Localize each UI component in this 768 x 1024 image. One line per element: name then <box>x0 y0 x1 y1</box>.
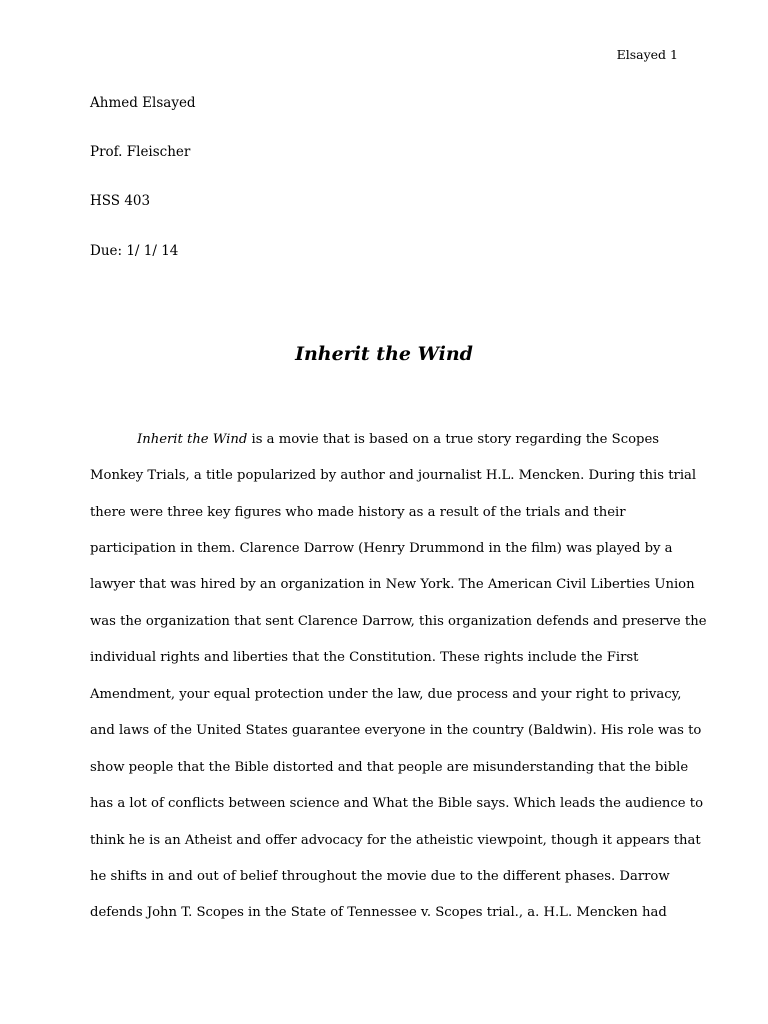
due-date: Due: 1/ 1/ 14 <box>90 243 179 259</box>
body-line: participation in them. Clarence Darrow (Henry Drummond in the film) was played by a <box>90 541 673 556</box>
body-line: lawyer that was hired by an organization in New York. The American Civil Liberties Union <box>90 577 695 592</box>
body-line: defends John T. Scopes in the State of Tennessee v. Scopes trial., a. H.L. Mencken had <box>90 905 667 920</box>
body-line: has a lot of conflicts between science and What the Bible says. Which leads the audience to <box>90 796 704 811</box>
body-line: Monkey Trials, a title popularized by author and journalist H.L. Mencken. During this trial <box>90 468 697 483</box>
body-line: he shifts in and out of belief throughout the movie due to the different phases. Darrow <box>90 869 670 884</box>
professor-name: Prof. Fleischer <box>90 144 191 160</box>
film-title-italic: Inherit the Wind <box>137 432 248 447</box>
running-head: Elsayed 1 <box>616 47 678 62</box>
course-code: HSS 403 <box>90 193 151 209</box>
essay-title: Inherit the Wind <box>295 343 473 365</box>
body-line: Amendment, your equal protection under the law, due process and your right to privacy, <box>90 687 682 702</box>
body-line: there were three key figures who made history as a result of the trials and their <box>90 505 626 520</box>
body-line: and laws of the United States guarantee everyone in the country (Baldwin). His role was to <box>90 723 702 738</box>
author-name: Ahmed Elsayed <box>90 95 196 111</box>
body-line: think he is an Atheist and offer advocacy for the atheistic viewpoint, though it appears that <box>90 833 701 848</box>
body-line: individual rights and liberties that the Constitution. These rights include the First <box>90 650 639 665</box>
body-line: was the organization that sent Clarence Darrow, this organization defends and preserve the <box>90 614 707 629</box>
body-line: show people that the Bible distorted and that people are misunderstanding that the bible <box>90 760 689 775</box>
body-first-line-rest: is a movie that is based on a true story regarding the Scopes <box>247 432 660 447</box>
body-first-line <box>137 431 659 449</box>
